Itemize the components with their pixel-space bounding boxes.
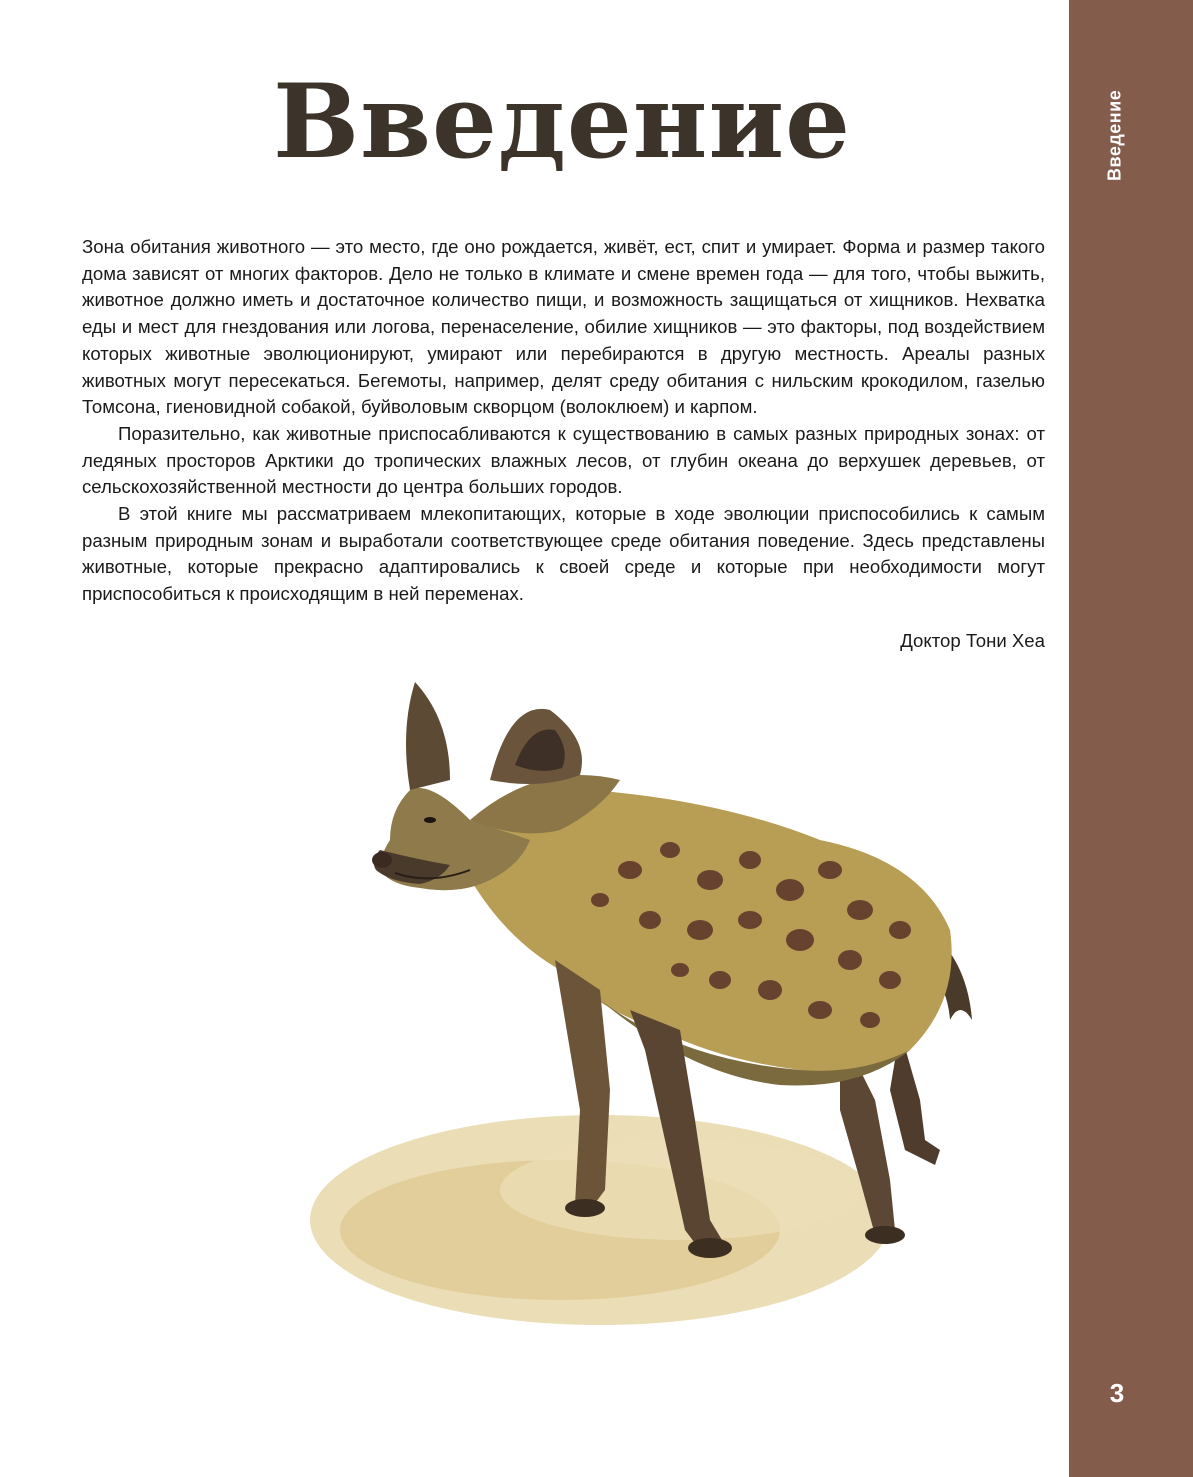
intro-text xyxy=(82,234,1045,608)
paragraph-3: В этой книге мы рассматриваем млекопитающих, которые в ходе эволюции приспособились к самым разным природным зонам и выработали соответствующее среде обитания поведение. Здесь представлены животные, которые прекрасно адаптировались к своей среде и которые при необходимости могут приспособиться к происходящим в ней переменах. xyxy=(82,503,1045,605)
author-signature: Доктор Тони Хеа xyxy=(900,630,1045,651)
chapter-sidebar xyxy=(1069,0,1193,1477)
page-number: 3 xyxy=(1109,1378,1125,1408)
paragraph-1: Зона обитания животного — это место, где оно рождается, живёт, ест, спит и умирает. Форма и размер такого дома зависят от многих факторов. Дело не только в климате и смене времен года — для того, чтобы выжить, животное должно иметь и достаточное количество пищи, и возможность защищаться от хищников. Нехватка еды и мест для гнездования или логова, перенаселение, обилие хищников — это факторы, под воздействием которых животные эволюционируют, умирают или перебираются в другую местность. Ареалы разных животных могут пересекаться. Бегемоты, например, делят среду обитания с нильским крокодилом, газелью Томсона, гиеновидной собакой, буйволовым скворцом (волоклюем) и карпом. xyxy=(82,236,1045,418)
paragraph-2: Поразительно, как животные приспосабливаются к существованию в самых разных природных зонах: от ледяных просторов Арктики до тропических влажных лесов, от глубин океана до верхушек деревьев, от сельскохозяйственной местности до центра больших городов. xyxy=(82,422,1045,498)
chapter-tab-label: Введение xyxy=(1104,89,1125,181)
page-title: Введение xyxy=(272,62,852,182)
hyena-illustration xyxy=(300,670,1000,1360)
